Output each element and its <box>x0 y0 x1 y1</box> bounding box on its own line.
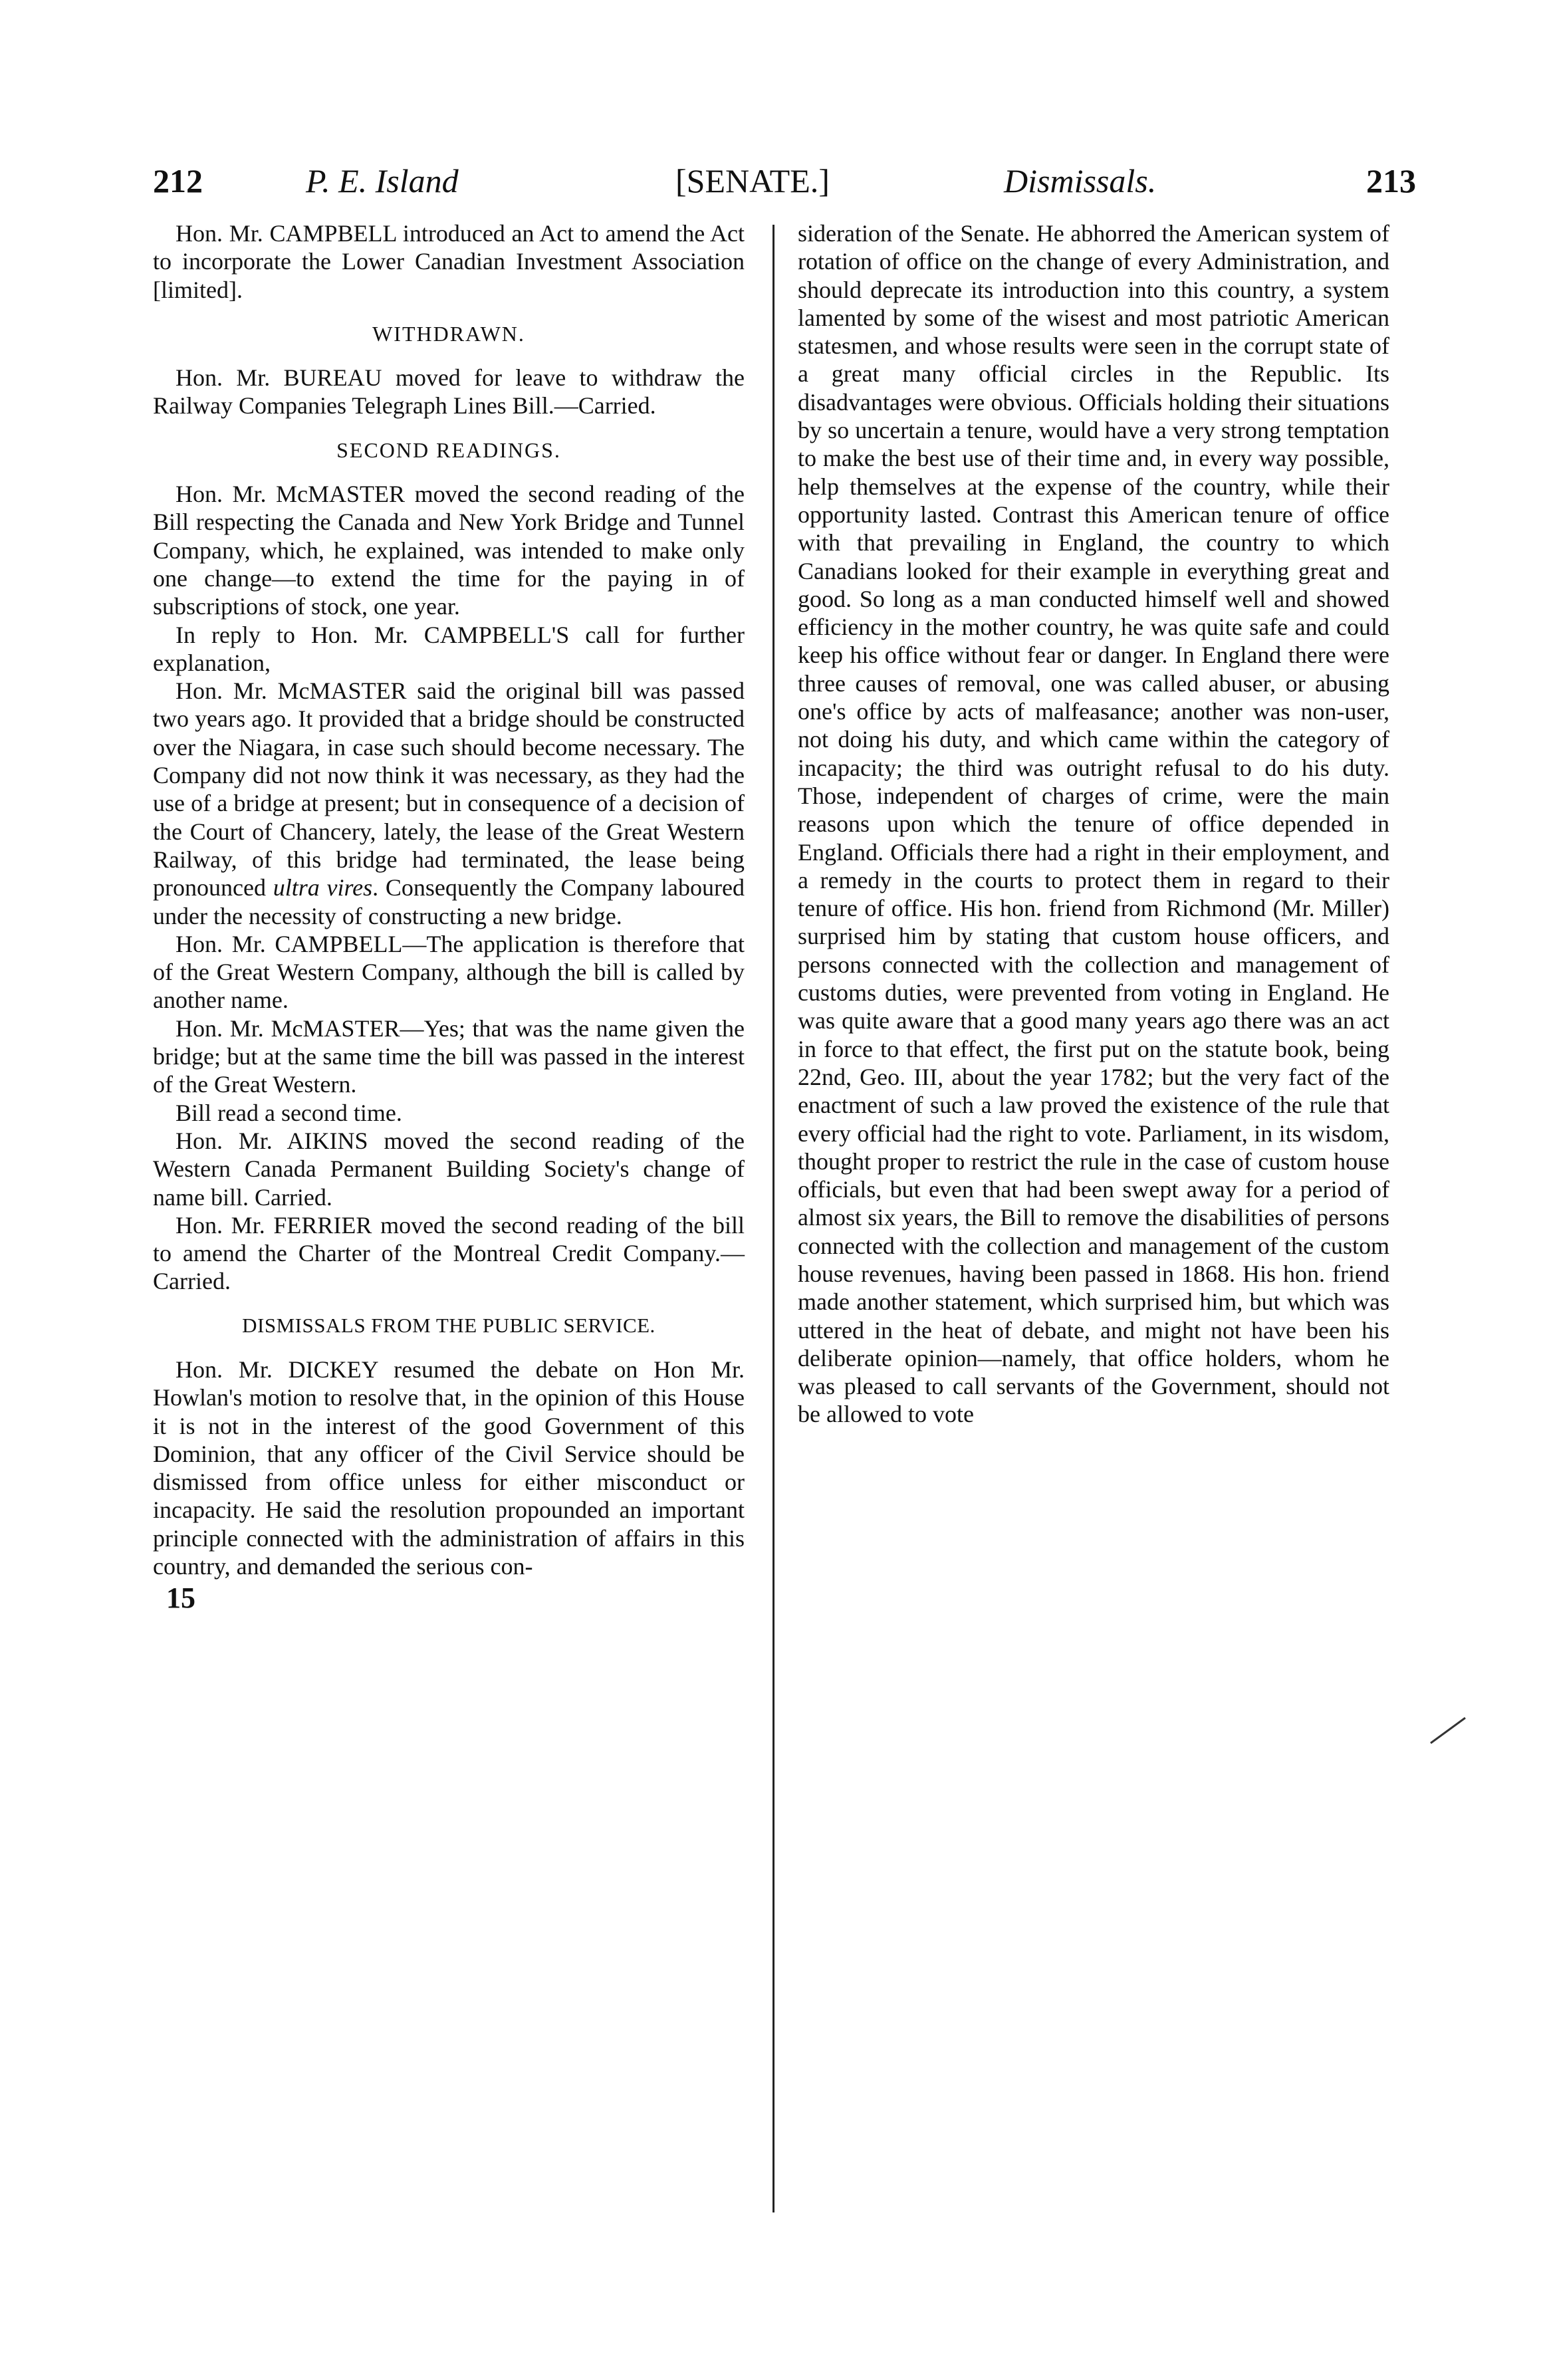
page-header <box>153 154 1416 207</box>
left-running-title: P. E. Island <box>306 162 459 199</box>
paragraph: Hon. Mr. CAMPBELL introduced an Act to amend the Act to incorporate the Lower Canadian Investment Association [limited]. <box>153 220 745 303</box>
center-running-title: [SENATE.] <box>675 162 830 199</box>
section-heading-withdrawn: WITHDRAWN. <box>372 321 525 346</box>
paragraph: Hon. Mr. CAMPBELL—The application is therefore that of the Great Western Company, although the bill is called by another name. <box>153 930 745 1014</box>
paragraph: Hon. Mr. FERRIER moved the second reading of the bill to amend the Charter of the Montreal Credit Company.—Carried. <box>153 1211 745 1295</box>
paragraph: Hon. Mr. AIKINS moved the second reading of the Western Canada Permanent Building Society's change of name bill. Carried. <box>153 1127 745 1211</box>
right-running-title: Dismissals. <box>1004 162 1157 199</box>
signature-mark: 15 <box>166 1582 195 1615</box>
text-run: . Consequently the Company laboured under the necessity of constructing a new bridge. <box>153 874 745 929</box>
paragraph: Bill read a second time. <box>176 1099 402 1126</box>
column-divider <box>772 225 774 2212</box>
right-column <box>798 219 1389 1429</box>
paragraph: In reply to Hon. Mr. CAMPBELL'S call for further explanation, <box>153 621 745 676</box>
paragraph: sideration of the Senate. He abhorred the American system of rotation of office on the change of every Administration, and should deprecate its introduction into this country, a system lamented by some of the wisest and most patriotic American statesmen, and whose results were seen in the corrupt state of a great many official circles in the Republic. Its disadvantages were obvious. Officials holding their situations by so uncertain a tenure, would have a very strong temptation to make the best use of their time and, in every way possible, help themselves at the expense of the country, while their opportunity lasted. Contrast this American tenure of office with that prevailing in England, the country to which Canadians looked for their example in everything great and good. So long as a man conducted himself well and showed efficiency in the mother country, he was quite safe and could keep his office without fear or danger. In England there were three causes of removal, one was called abuser, or abusing one's office by acts of malfeasance; another was non-user, not doing his duty, and which came within the category of incapacity; the third was outright refusal to do his duty. Those, independent of charges of crime, were the main reasons upon which the tenure of office depended in England. Officials there had a right in their employment, and a remedy in the courts to protect them in regard to their tenure of office. His hon. friend from Richmond (Mr. Miller) surprised him by stating that custom house officers, and persons connected with the collection and management of customs duties, were prevented from voting in England. He was quite aware that a good many years ago there was an act in force to that effect, the first put on the statute book, being 22nd, Geo. III, about the year 1782; but the very fact of the enactment of such a law proved the existence of the rule that every official had the right to vote. Parliament, in its wisdom, thought proper to restrict the rule in the case of custom house officials, but even that had been swept away for a period of almost six years, the Bill to remove the disabilities of persons connected with the collection and management of the custom house revenues, having been passed in 1868. His hon. friend made another statement, which surprised him, but which was uttered in the heat of debate, and might not have been his deliberate opinion—namely, that office holders, whom he was pleased to call servants of the Government, should not be allowed to vote <box>798 220 1389 1428</box>
paragraph: Hon. Mr. BUREAU moved for leave to withdraw the Railway Companies Telegraph Lines Bill.—Carried. <box>153 364 745 419</box>
section-heading-dismissals: DISMISSALS FROM THE PUBLIC SERVICE. <box>242 1313 655 1337</box>
margin-pencil-mark <box>1428 1714 1468 1747</box>
left-page-number: 212 <box>153 162 203 199</box>
left-column <box>153 219 745 1613</box>
paragraph <box>153 677 745 930</box>
paragraph: Hon. Mr. McMASTER—Yes; that was the name given the bridge; but at the same time the bill was passed in the interest of the Great Western. <box>153 1014 745 1098</box>
paragraph: Hon. Mr. DICKEY resumed the debate on Hon Mr. Howlan's motion to resolve that, in the opinion of this House it is not in the interest of the good Government of this Dominion, that any officer of the Civil Service should be dismissed from office unless for either misconduct or incapacity. He said the resolution propounded an important principle connected with the administration of affairs in this country, and demanded the serious con- <box>153 1356 745 1580</box>
section-heading-second-readings: SECOND READINGS. <box>336 437 561 462</box>
italic-phrase: ultra vires <box>273 874 373 901</box>
right-page-number: 213 <box>1366 162 1416 199</box>
text-run: Hon. Mr. McMASTER said the original bill was passed two years ago. It provided that a bridge should be constructed over the Niagara, in case such should become necessary. The Company did not now think it was necessary, as they had the use of a bridge at present; but in consequence of a decision of the Court of Chancery, lately, the lease of the Great Western Railway, of this bridge had terminated, the lease being pronounced <box>153 677 745 901</box>
paragraph: Hon. Mr. McMASTER moved the second reading of the Bill respecting the Canada and New York Bridge and Tunnel Company, which, he explained, was intended to make only one change—to extend the time for the paying in of subscriptions of stock, one year. <box>153 481 745 620</box>
